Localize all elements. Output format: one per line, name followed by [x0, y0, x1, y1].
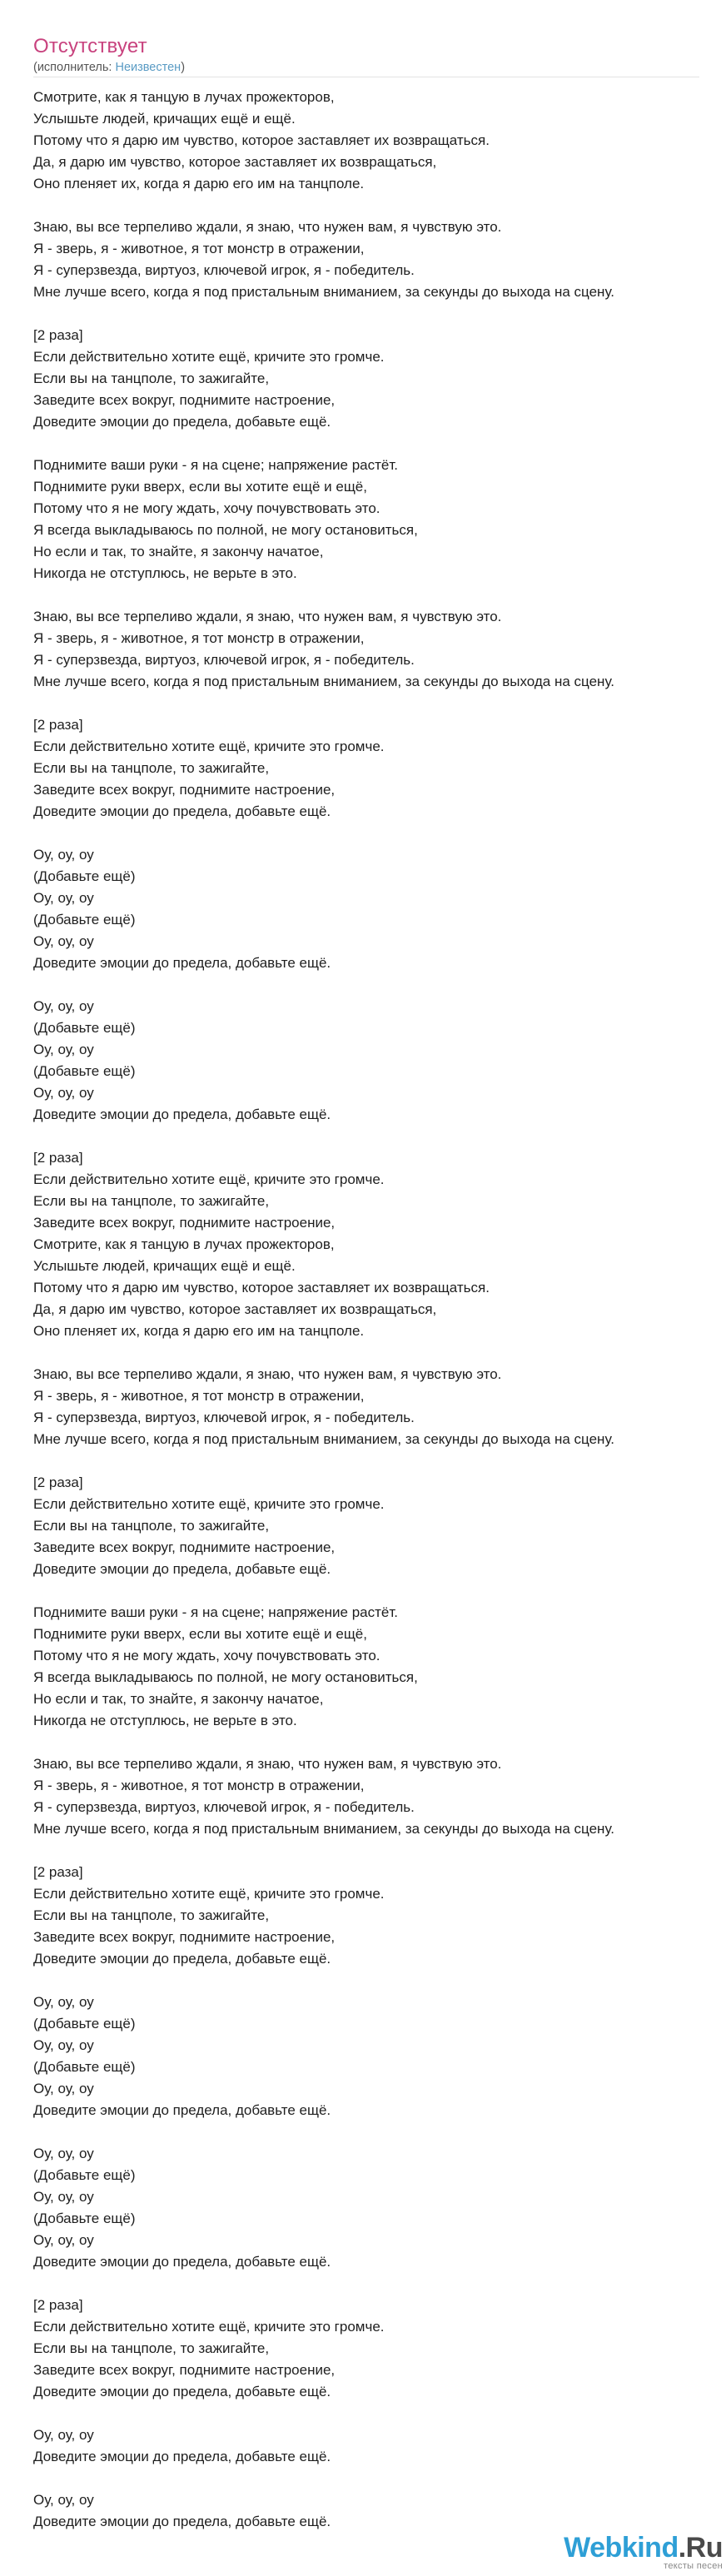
artist-suffix: ) [181, 61, 186, 74]
artist-prefix: (исполнитель: [33, 61, 116, 74]
song-title: Отсутствует [33, 35, 147, 57]
logo-subtitle: тексты песен [664, 2561, 723, 2571]
artist-link[interactable]: Неизвестен [115, 61, 182, 74]
logo-name: Webkind [564, 2532, 679, 2564]
logo-tld: .Ru [678, 2532, 723, 2564]
artist-line [33, 60, 185, 75]
lyrics-text: Смотрите, как я танцую в лучах прожекторов, Услышьте людей, кричащих ещё и ещё. Потому что я дарю им чувство, которое заставляет их возвращаться. Да, я дарю им чувство, которое заставляет их возвращаться, Оно пленяет их, когда я дарю его им на танцполе. Знаю, вы все терпеливо ждали, я знаю, что нужен вам, я чувствую это. Я - зверь, я - животное, я тот монстр в отражении, Я - суперзвезда, виртуоз, ключевой игрок, я - победитель. Мне лучше всего, когда я под пристальным вниманием, за секунды до выхода на сцену. [2 раза] Если действительно хотите ещё, кричите это громче. Если вы на танцполе, то зажигайте, Заведите всех вокруг, поднимите настроение, Доведите эмоции до предела, добавьте ещё. Поднимите ваши руки - я на сцене; напряжение растёт. Поднимите руки вверх, если вы хотите ещё и ещё, Потому что я не могу ждать, хочу почувствовать это. Я всегда выкладываюсь по полной, не могу остановиться, Но если и так, то знайте, я закончу начатое, Никогда не отступлюсь, не верьте в это. Знаю, вы все терпеливо ждали, я знаю, что нужен вам, я чувствую это. Я - зверь, я - животное, я тот монстр в отражении, Я - суперзвезда, виртуоз, ключевой игрок, я - победитель. Мне лучше всего, когда я под пристальным вниманием, за секунды до выхода на сцену. [2 раза] Если действительно хотите ещё, кричите это громче. Если вы на танцполе, то зажигайте, Заведите всех вокруг, поднимите настроение, Доведите эмоции до предела, добавьте ещё. Оу, оу, оу (Добавьте ещё) Оу, оу, оу (Добавьте ещё) Оу, оу, оу Доведите эмоции до предела, добавьте ещё. Оу, оу, оу (Добавьте ещё) Оу, оу, оу (Добавьте ещё) Оу, оу, оу Доведите эмоции до предела, добавьте ещё. [2 раза] Если действительно хотите ещё, кричите это громче. Если вы на танцполе, то зажигайте, Заведите всех вокруг, поднимите настроение, Смотрите, как я танцую в лучах прожекторов, Услышьте людей, кричащих ещё и ещё. Потому что я дарю им чувство, которое заставляет их возвращаться. Да, я дарю им чувство, которое заставляет их возвращаться, Оно пленяет их, когда я дарю его им на танцполе. Знаю, вы все терпеливо ждали, я знаю, что нужен вам, я чувствую это. Я - зверь, я - животное, я тот монстр в отражении, Я - суперзвезда, виртуоз, ключевой игрок, я - победитель. Мне лучше всего, когда я под пристальным вниманием, за секунды до выхода на сцену. [2 раза] Если действительно хотите ещё, кричите это громче. Если вы на танцполе, то зажигайте, Заведите всех вокруг, поднимите настроение, Доведите эмоции до предела, добавьте ещё. Поднимите ваши руки - я на сцене; напряжение растёт. Поднимите руки вверх, если вы хотите ещё и ещё, Потому что я не могу ждать, хочу почувствовать это. Я всегда выкладываюсь по полной, не могу остановиться, Но если и так, то знайте, я закончу начатое, Никогда не отступлюсь, не верьте в это. Знаю, вы все терпеливо ждали, я знаю, что нужен вам, я чувствую это. Я - зверь, я - животное, я тот монстр в отражении, Я - суперзвезда, виртуоз, ключевой игрок, я - победитель. Мне лучше всего, когда я под пристальным вниманием, за секунды до выхода на сцену. [2 раза] Если действительно хотите ещё, кричите это громче. Если вы на танцполе, то зажигайте, Заведите всех вокруг, поднимите настроение, Доведите эмоции до предела, добавьте ещё. Оу, оу, оу (Добавьте ещё) Оу, оу, оу (Добавьте ещё) Оу, оу, оу Доведите эмоции до предела, добавьте ещё. Оу, оу, оу (Добавьте ещё) Оу, оу, оу (Добавьте ещё) Оу, оу, оу Доведите эмоции до предела, добавьте ещё. [2 раза] Если действительно хотите ещё, кричите это громче. Если вы на танцполе, то зажигайте, Заведите всех вокруг, поднимите настроение, Доведите эмоции до предела, добавьте ещё. Оу, оу, оу Доведите эмоции до предела, добавьте ещё. Оу, оу, оу Доведите эмоции до предела, добавьте ещё. [33, 89, 614, 2529]
webkind-logo[interactable] [564, 2533, 723, 2571]
logo-wordmark [564, 2533, 723, 2563]
